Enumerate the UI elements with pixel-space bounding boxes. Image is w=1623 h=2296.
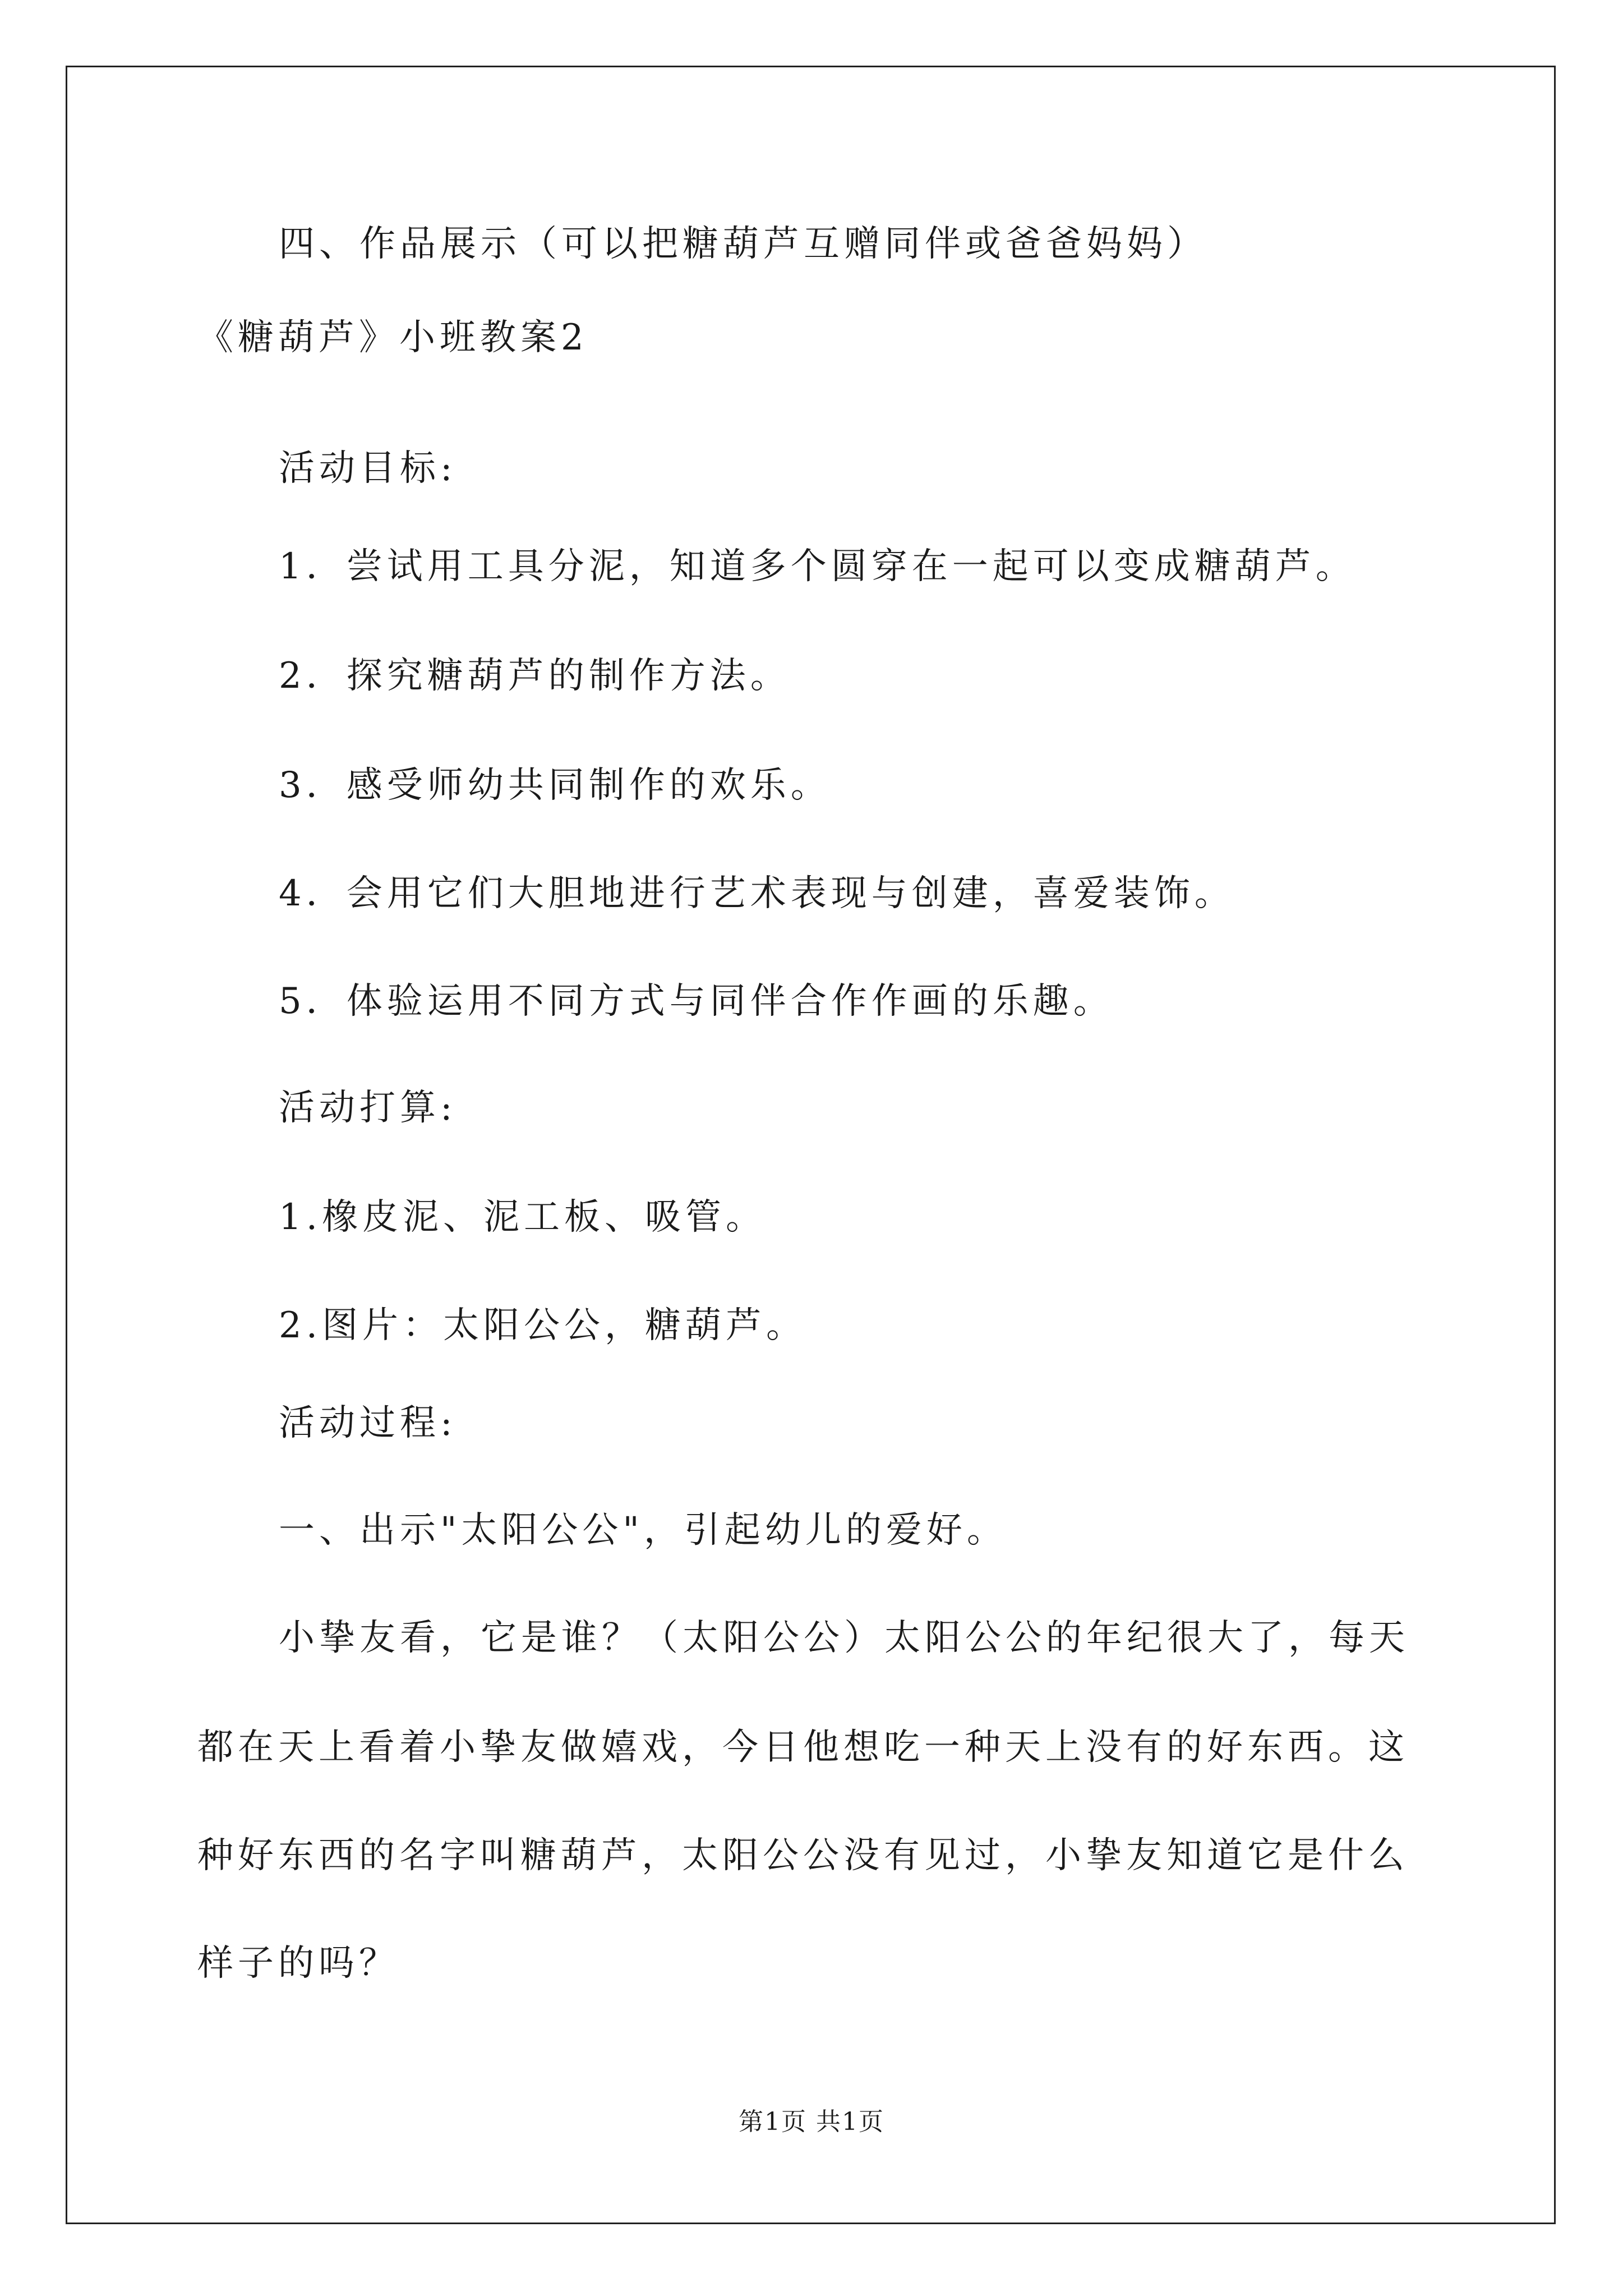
goal-item-1: 1．尝试用工具分泥，知道多个圆穿在一起可以变成糖葫芦。 <box>279 546 1356 587</box>
goal-item-4: 4．会用它们大胆地进行艺术表现与创建，喜爱装饰。 <box>279 873 1235 914</box>
goal-item-5: 5．体验运用不同方式与同伴合作作画的乐趣。 <box>279 981 1114 1022</box>
page-number-footer: 第1页 共1页 <box>739 2108 884 2136</box>
prep-item-1: 1.橡皮泥、泥工板、吸管。 <box>279 1197 767 1238</box>
activity-goals-heading: 活动目标: <box>279 448 457 489</box>
page-border <box>66 66 1556 2224</box>
activity-process-heading: 活动过程: <box>279 1402 457 1444</box>
paragraph-line-3: 种好东西的名字叫糖葫芦，太阳公公没有见过，小挚友知道它是什么 <box>197 1835 1409 1876</box>
activity-prep-heading: 活动打算: <box>279 1087 457 1129</box>
paragraph-line-4: 样子的吗？ <box>197 1943 399 1984</box>
paragraph-line-1: 小挚友看，它是谁？（太阳公公）太阳公公的年纪很大了，每天 <box>279 1617 1409 1659</box>
paragraph-line-2: 都在天上看着小挚友做嬉戏，今日他想吃一种天上没有的好东西。这 <box>197 1727 1409 1768</box>
goal-item-3: 3．感受师幼共同制作的欢乐。 <box>279 765 831 806</box>
prep-item-2: 2.图片：太阳公公，糖葫芦。 <box>279 1305 807 1346</box>
goal-item-2: 2．探究糖葫芦的制作方法。 <box>279 655 791 697</box>
lesson-plan-title: 《糖葫芦》小班教案2 <box>197 317 588 358</box>
section-heading-showcase: 四、作品展示（可以把糖葫芦互赠同伴或爸爸妈妈） <box>279 223 1207 265</box>
process-step-1-heading: 一、出示"太阳公公"，引起幼儿的爱好。 <box>279 1510 1007 1551</box>
